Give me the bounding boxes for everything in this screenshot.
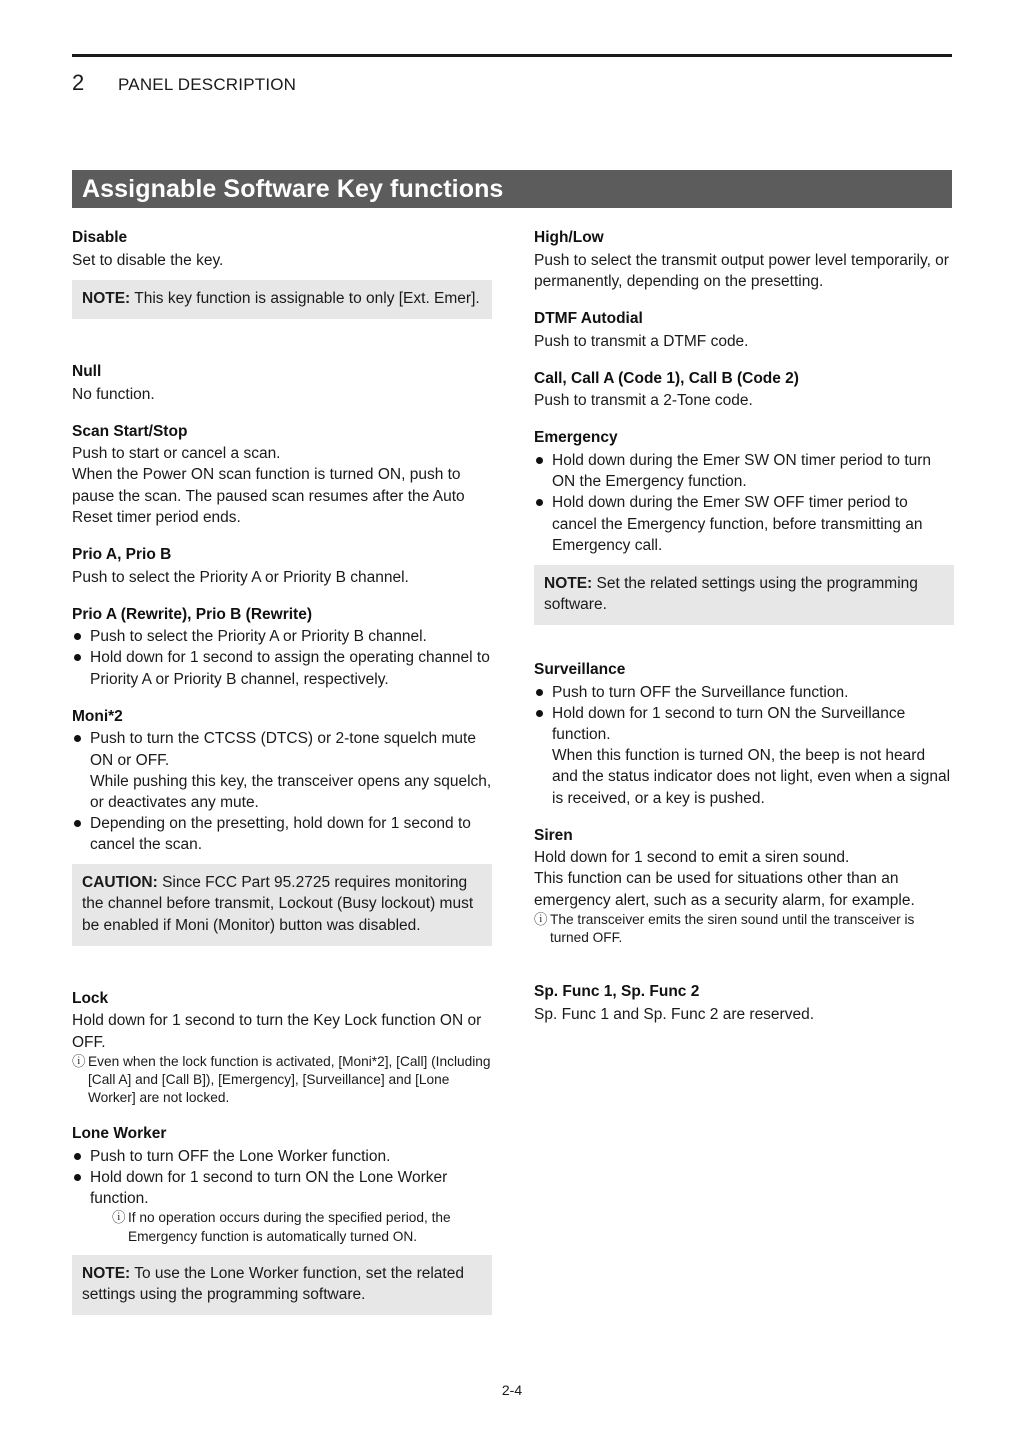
bullet-icon (74, 654, 81, 661)
caution-moni (72, 864, 492, 945)
term-prio-a-b: Prio A, Prio B (72, 545, 172, 563)
note-label: NOTE: (82, 1264, 131, 1282)
list-item (72, 813, 492, 855)
desc-scan-line1: Push to start or cancel a scan. (72, 445, 281, 463)
list-item (72, 626, 492, 647)
spacer (72, 1107, 492, 1124)
list-item-text: Hold down for 1 second to turn ON the Lone Worker function. (90, 1169, 448, 1208)
note-text: To use the Lone Worker function, set the related settings using the programming software. (82, 1264, 464, 1304)
page-folio: 2-4 (501, 1382, 523, 1398)
caution-text: Since FCC Part 95.2725 requires monitoring the channel before transmit, Lockout (Busy lockout) must be enabled if Moni (Monitor) button was disabled. (82, 874, 474, 934)
entry-prio-rewrite (72, 605, 492, 690)
section-title: Assignable Software Key functions (82, 174, 504, 203)
term-disable: Disable (72, 229, 128, 246)
note-text: Set the related settings using the programming software. (544, 574, 918, 613)
desc-sp-func: Sp. Func 1 and Sp. Func 2 are reserved. (534, 1005, 815, 1023)
desc-scan-line2: When the Power ON scan function is turned ON, push to pause the scan. The paused scan resumes after the Auto Reset timer period ends. (72, 466, 465, 526)
term-moni: Moni*2 (72, 707, 123, 725)
term-lone-worker: Lone Worker (72, 1125, 167, 1143)
term-surveillance: Surveillance (534, 661, 626, 679)
spacer (534, 292, 954, 309)
chapter-title: PANEL DESCRIPTION (118, 75, 297, 94)
desc-null: No function. (72, 385, 155, 403)
list-item (534, 492, 954, 555)
annotation-lock (72, 1053, 492, 1108)
note-label: NOTE: (544, 574, 593, 592)
entry-prio-a-b (72, 545, 492, 588)
spacer (72, 690, 492, 707)
desc-lock: Hold down for 1 second to turn the Key Lock function ON or OFF. (72, 1012, 482, 1051)
entry-scan-start-stop (72, 422, 492, 528)
term-dtmf-autodial: DTMF Autodial (534, 309, 643, 327)
entry-lock (72, 989, 492, 1108)
list-item-text: Hold down during the Emer SW ON timer period to turn ON the Emergency function. (552, 452, 932, 491)
note-emergency (534, 565, 954, 625)
bullet-icon (74, 1174, 81, 1181)
term-high-low: High/Low (534, 229, 604, 246)
list-moni (72, 728, 492, 855)
bullet-icon (74, 735, 81, 742)
entry-lone-worker (72, 1124, 492, 1246)
term-prio-rewrite: Prio A (Rewrite), Prio B (Rewrite) (72, 605, 312, 623)
list-item-text: Push to turn OFF the Lone Worker function. (90, 1147, 391, 1165)
spacer (534, 625, 954, 651)
entry-high-low (534, 228, 954, 292)
bullet-icon (536, 689, 543, 696)
list-item-text: Hold down for 1 second to turn ON the Surveillance function. (552, 704, 906, 744)
desc-disable: Set to disable the key. (72, 251, 224, 269)
spacer (72, 1246, 492, 1255)
spacer (534, 411, 954, 428)
spacer (534, 809, 954, 826)
info-circle-icon: ⓘ (534, 911, 548, 927)
spacer (72, 972, 492, 989)
desc-high-low: Push to select the transmit output power level temporarily, or permanently, depending on the presetting. (534, 251, 949, 290)
term-call: Call, Call A (Code 1), Call B (Code 2) (534, 369, 799, 387)
caution-label: CAUTION: (82, 874, 158, 892)
spacer (72, 405, 492, 422)
term-null: Null (72, 362, 102, 380)
list-item-text: Push to turn the CTCSS (DTCS) or 2-tone squelch mute ON or OFF. (90, 730, 476, 769)
list-item-text: Hold down during the Emer SW OFF timer period to cancel the Emergency function, before transmitting an Emergency call. (552, 494, 923, 554)
bullet-icon (74, 1153, 81, 1160)
spacer (72, 345, 492, 362)
term-sp-func: Sp. Func 1, Sp. Func 2 (534, 983, 700, 1001)
term-scan-start-stop: Scan Start/Stop (72, 422, 188, 440)
list-item-text: Depending on the presetting, hold down for 1 second to cancel the scan. (90, 815, 471, 854)
list-item (72, 647, 492, 689)
entry-null (72, 362, 492, 405)
info-circle-icon: ⓘ (72, 1053, 86, 1069)
spacer (534, 352, 954, 369)
left-column (72, 228, 492, 1315)
annotation-text: The transceiver emits the siren sound until the transceiver is turned OFF. (550, 911, 915, 945)
annotation-text: Even when the lock function is activated, [Moni*2], [Call] (Including [Call A] and [Call B]), [Emergency], [Surveillance] and [Lone Worker] are not locked. (88, 1053, 491, 1106)
list-item (72, 728, 492, 813)
list-lone-worker (72, 1146, 492, 1246)
entry-sp-func (534, 982, 954, 1025)
term-emergency: Emergency (534, 429, 618, 447)
list-item-text: Push to turn OFF the Surveillance function. (552, 683, 849, 701)
spacer (72, 319, 492, 345)
list-emergency (534, 450, 954, 556)
section-banner (72, 170, 952, 208)
chapter-number: 2 (72, 70, 85, 95)
entry-dtmf-autodial (534, 309, 954, 352)
list-prio-rewrite (72, 626, 492, 689)
spacer (72, 855, 492, 864)
note-lone-worker (72, 1255, 492, 1315)
list-item (72, 1167, 492, 1246)
entry-surveillance (534, 660, 954, 809)
annotation-siren (534, 911, 954, 947)
right-column (534, 228, 954, 1025)
desc-dtmf-autodial: Push to transmit a DTMF code. (534, 332, 749, 350)
list-surveillance (534, 682, 954, 809)
desc-prio-a-b: Push to select the Priority A or Priority B channel. (72, 568, 409, 586)
annotation-text: If no operation occurs during the specified period, the Emergency function is automatically turned ON. (128, 1210, 451, 1244)
list-item-subtext: While pushing this key, the transceiver opens any squelch, or deactivates any mute. (90, 772, 492, 811)
spacer (534, 947, 954, 973)
spacer (534, 973, 954, 982)
list-item-text: Hold down for 1 second to assign the operating channel to Priority A or Priority B channel, respectively. (90, 649, 490, 688)
bullet-icon (536, 710, 543, 717)
note-text: This key function is assignable to only [Ext. Emer]. (130, 289, 480, 307)
list-item (72, 1146, 492, 1167)
bullet-icon (536, 499, 543, 506)
entry-emergency (534, 428, 954, 555)
list-item (534, 450, 954, 492)
desc-siren-line1: Hold down for 1 second to emit a siren sound. (534, 849, 850, 867)
term-lock: Lock (72, 989, 109, 1007)
spacer (72, 588, 492, 605)
desc-call: Push to transmit a 2-Tone code. (534, 392, 753, 410)
spacer (534, 556, 954, 565)
list-item-text: Push to select the Priority A or Priority B channel. (90, 628, 427, 646)
list-item (534, 682, 954, 703)
entry-disable (72, 228, 492, 271)
term-siren: Siren (534, 826, 573, 844)
bullet-icon (74, 820, 81, 827)
spacer (72, 271, 492, 280)
spacer (72, 528, 492, 545)
entry-moni (72, 707, 492, 856)
bullet-icon (536, 457, 543, 464)
note-label: NOTE: (82, 289, 131, 307)
info-circle-icon: ⓘ (112, 1210, 126, 1226)
annotation-lone-worker (112, 1209, 492, 1245)
bullet-icon (74, 633, 81, 640)
list-item (534, 703, 954, 809)
list-item-subtext: When this function is turned ON, the beep is not heard and the status indicator does not light, even when a signal is received, or a key is pushed. (552, 747, 951, 807)
desc-siren-line2: This function can be used for situations other than an emergency alert, such as a security alarm, for example. (534, 870, 915, 909)
note-disable (72, 280, 492, 319)
running-head (72, 70, 952, 96)
spacer (72, 946, 492, 972)
entry-siren (534, 826, 954, 948)
header-rule (72, 54, 952, 57)
spacer (534, 651, 954, 660)
entry-call (534, 369, 954, 412)
